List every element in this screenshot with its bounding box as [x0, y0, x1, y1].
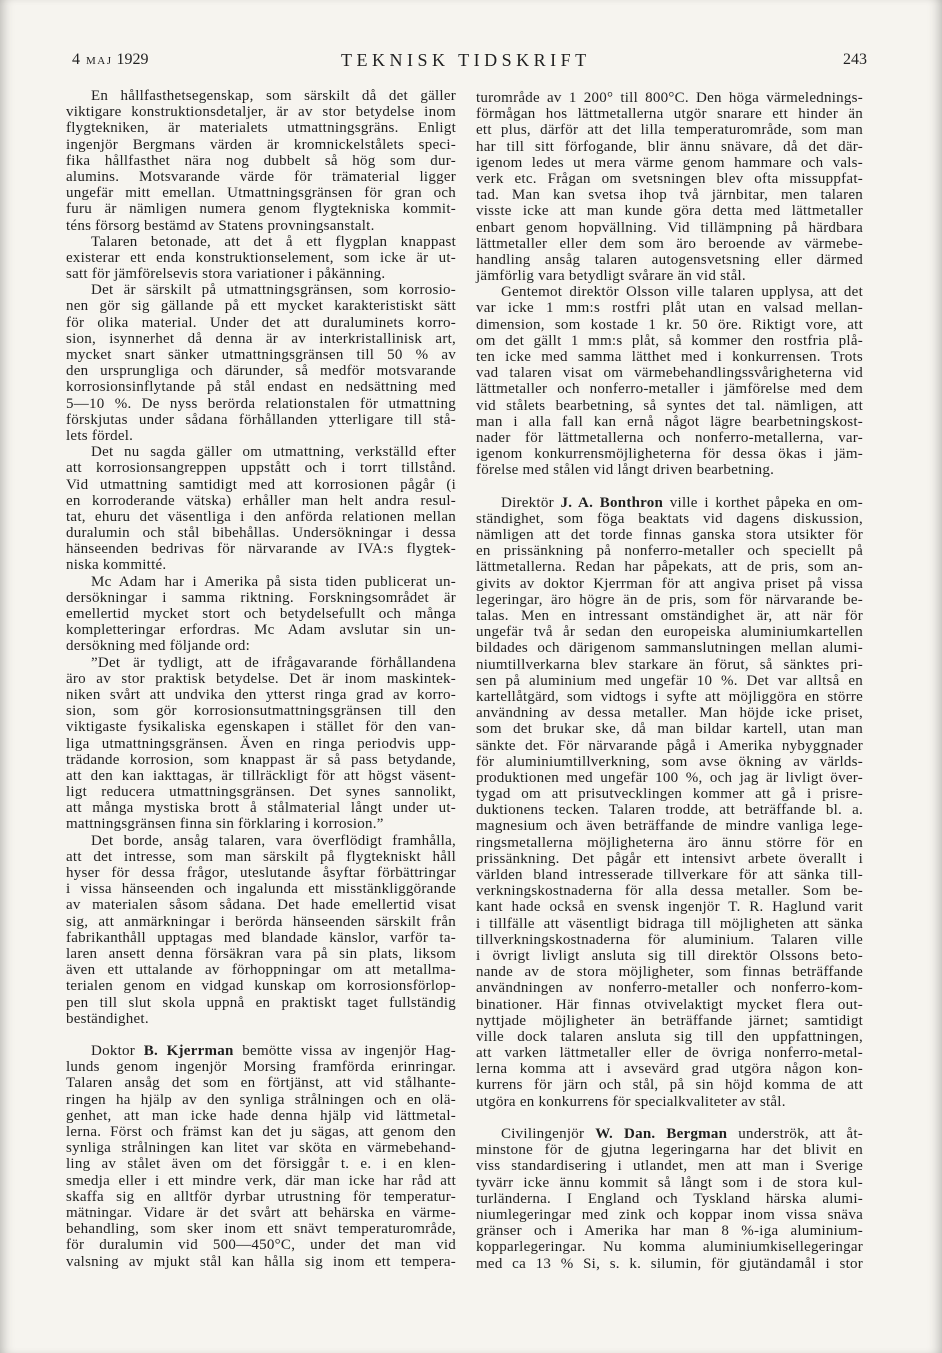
text-line: ligt reducera utmattningsgränsen. Det synes sannolikt,: [66, 784, 456, 801]
text-line: att det intresse, som man särskilt på flygtekniskt håll: [66, 848, 456, 865]
text-line: skaffa sig en alltför dyrbar utrustning för temperatur-: [66, 1188, 456, 1205]
text-line: niumtillverkarna blev starkare än förut, så sänktes pri-: [476, 656, 863, 673]
text-line: visste icke att man kunde göra detta med lättmetaller: [476, 203, 863, 220]
text-line: den ursprungliga och därunder, så medför motsvarande: [66, 363, 456, 380]
text-line: Det nu sagda gäller om utmattning, verkställd efter: [91, 444, 456, 461]
text-line: sig, att anmärkningar i berörda hänseenden särskilt från: [66, 913, 456, 930]
speaker-paragraph: [476, 495, 863, 1110]
text-line: satt för jämförelsevis stora variationer i påkänning.: [66, 266, 386, 283]
text-line: fabrikanthåll upptagas med blandade känslor, varför ta-: [66, 929, 456, 946]
text-line: om det gällt 1 mm:s plåt, så kommer den rostfria plå-: [476, 332, 863, 349]
text-line: [66, 1043, 456, 1059]
text-line: viss standardisering i utlandet, men att man i Sverige: [476, 1158, 863, 1175]
text-line: synliga strålningen kan litet var sköta en värmebehand-: [66, 1140, 456, 1157]
line-text: underströk, att åt-: [738, 1126, 864, 1142]
text-line: terialen genom en vidgad kunskap om korrosionsförlop-: [66, 978, 456, 995]
speaker-name: W. Dan. Bergman: [595, 1126, 728, 1142]
text-line: alumins. Motsvarande värde för trämaterial ligger: [66, 168, 456, 185]
text-line: niska kommitté.: [66, 557, 167, 574]
text-line: nämligen att det torde finnas ganska stora utsikter för: [476, 527, 863, 544]
text-line: i övrigt livligt ansluta sig till direktör Olssons beto-: [476, 947, 863, 964]
text-line: handling ansåg talaren autogensvetsning eller därmed: [476, 251, 863, 268]
text-line: gränser och i Amerika har man 8 %-iga aluminium-: [476, 1223, 863, 1240]
text-line: genhet, att man icke hade denna hjälp vid lättmetal-: [66, 1107, 456, 1124]
article-section: [66, 1043, 456, 1270]
text-line: prissänkning. Det pågår ett intensivt arbete överallt i: [476, 850, 863, 867]
line-text: ville i korthet påpeka en om-: [669, 494, 864, 511]
text-line: som det brukar ske, då man bildar kartell, utan man: [476, 721, 863, 738]
text-line: enbart genom hopvällning. Vid tillämpning på härdbara: [476, 219, 863, 236]
text-line: viktigare konstruktionsdetaljer, är av stor betydelse inom: [66, 104, 456, 121]
text-line: med ca 13 % Si, s. k. silumin, för gjutändamål i stor: [476, 1255, 863, 1272]
text-line: tygad om att prisutvecklingen kommer att gå i prisre-: [476, 786, 863, 803]
text-line: dimension, som kostade 1 kr. 50 öre. Riktigt vore, att: [476, 316, 863, 333]
text-line: fika hållfasthet nära nog dubbelt så hög som dur-: [66, 152, 456, 169]
text-line: lunds genom ingenjör Morsing framförda erinringar.: [66, 1059, 456, 1076]
journal-title: TEKNISK TIDSKRIFT: [341, 50, 591, 70]
text-line: lerna. Först och främst kan det ju sägas, att genom den: [66, 1124, 456, 1140]
text-line: tillverkningskostnaderna för aluminium. Talaren ville: [476, 931, 863, 948]
text-line: jämförlig vara betydligt svårare än vid stål.: [476, 268, 746, 285]
text-line: att många mystiska brott å stålmaterial långt under ut-: [66, 800, 456, 817]
text-line: liga utmattningsgränsen. Även en ringa periodvis upp-: [66, 735, 456, 752]
text-line: att varken lättmetaller eller de övriga nonferro-metal-: [476, 1045, 863, 1062]
text-line: hänseenden bedrivas för närvarande av IVA:s flygtek-: [66, 541, 456, 558]
text-line: verkningskostnaderna för alla dessa metaller. Som be-: [476, 883, 863, 900]
text-line: magnesium och även beträffande de mindre vanliga lege-: [476, 818, 863, 835]
text-line: pen till slut skola uppnå en praktiskt taget fullständig: [66, 994, 456, 1011]
text-line: lättmetallerna. Redan har påpekats, att de pris, som an-: [476, 559, 863, 576]
text-line: Det borde, ansåg talaren, vara överflödigt framhålla,: [91, 832, 456, 849]
paragraph: [66, 574, 456, 655]
text-line: duralumin och stål bibehållas. Undersökningar i dessa: [66, 525, 456, 542]
paragraph: [66, 833, 456, 1027]
text-line: världen bland intresserade tillverkare för att sänka till-: [476, 867, 863, 883]
text-line: turländerna. I England och Tyskland härska alumi-: [476, 1190, 863, 1207]
text-line: legeringar, äro högre än de pris, som för närvarande be-: [476, 591, 863, 608]
text-line: sänkte det. För närvarande pågå i Amerika nybyggnader: [476, 737, 863, 754]
paragraph: [476, 90, 863, 284]
article-section: [476, 495, 863, 1110]
text-line: emellertid mycket stort och betydelsefullt och många: [66, 606, 456, 622]
text-line: En hållfasthetsegenskap, som särskilt då det gäller: [91, 88, 456, 104]
text-line: en korroderande vätska) erhåller man helt andra resul-: [66, 492, 456, 509]
text-line: dersökningar i samma riktning. Forskningsområdet är: [66, 589, 456, 606]
text-line: Gentemot direktör Olsson ville talaren upplysa, att det: [501, 284, 863, 301]
text-line: kurrens för järn och stål, på sin höjd komma de att: [476, 1077, 863, 1094]
text-line: [476, 1126, 863, 1142]
text-line: Det är särskilt på utmattningsgränsen, som korrosio-: [91, 282, 456, 299]
text-line: man i alla fall kan ernå något lägre bearbetningskost-: [476, 413, 863, 430]
text-line: kartellåtgärd, som vidtogs i syfte att möjliggöra en större: [476, 688, 863, 705]
text-line: i tillfälle att väsentligt bidraga till möjligheten att sänka: [476, 915, 863, 932]
page-number: 243: [843, 51, 867, 68]
paragraph: [476, 284, 863, 478]
text-line: nande av de stora möjligheter, som finnas beträffande: [476, 964, 863, 981]
article-section: [66, 88, 456, 1027]
text-line: hyser för dessa frågor, uteslutande åsyftar förbättringar: [66, 865, 456, 881]
text-line: för duralumin vid 500—450°C, under det man vid: [66, 1237, 456, 1254]
text-line: trädande korrosion, som knappast är så pass betydande,: [66, 751, 456, 768]
text-line: kompletteringar erfordras. Mc Adam avslutar sin un-: [66, 622, 456, 639]
text-line: ringsmetallerna möjligheterna äro ännu större för en: [476, 834, 863, 851]
text-line: igenom konkurrensmöjligheterna för dessa ökas i jäm-: [476, 446, 863, 463]
text-line: har till sitt förfogande, blir ännu snävare, då det där-: [476, 138, 863, 155]
issue-month: MAJ: [86, 55, 113, 67]
speaker-name: J. A. Bonthron: [560, 494, 664, 511]
line-text: bemötte vissa av ingenjör Hag-: [242, 1043, 456, 1060]
text-line: kopparlegeringar. Nu komma aluminiumkisellegeringar: [476, 1239, 863, 1256]
text-line: ungefär två år sedan den europeiska aluminiumkartellen: [476, 624, 863, 641]
text-line: verk etc. Frågan om svetsningen blev ofta missuppfat-: [476, 170, 863, 187]
text-line: Talaren betonade, att det å ett flygplan knappast: [91, 233, 456, 250]
text-line: Vid utmattning samtidigt med att korrosionen pågår (i: [66, 476, 456, 493]
speaker-title: Civilingenjör: [501, 1126, 585, 1142]
paragraph: [66, 88, 456, 234]
speaker-paragraph: [476, 1126, 863, 1272]
paragraph: [66, 444, 456, 574]
text-line: laren ansett denna försäkran vara på sin plats, liksom: [66, 945, 456, 962]
article-section: [476, 90, 863, 479]
paragraph: [66, 282, 456, 444]
text-line: valsning av mjukt stål kan hålla sig inom ett tempera-: [66, 1253, 456, 1270]
text-line: 5—10 %. De nyss berörda relationstalen för utmattning: [66, 395, 456, 412]
text-line: furu är nämligen numera genom flygtekniska kommit-: [66, 201, 456, 218]
text-line: lets fördel.: [66, 427, 134, 444]
text-line: vad talaren visat om värmebehandlingssvårigheterna vid: [476, 365, 863, 382]
text-line: duktionens tecken. Talaren trodde, att beträffande bl. a.: [476, 802, 863, 819]
text-line: talas. Men en intressant omständighet är, att när för: [476, 608, 863, 624]
text-line: [476, 495, 863, 511]
text-line: förelse med stålen vid långt driven bearbetning.: [476, 462, 775, 479]
text-line: ”Det är tydligt, att de ifrågavarande förhållandena: [91, 654, 456, 671]
column-right: [476, 90, 863, 1272]
article-section: [476, 1126, 863, 1272]
paragraph: [66, 655, 456, 833]
column-left: [66, 88, 456, 1270]
text-line: utgöra en konkurrens för specialkvaliteter av stål.: [476, 1093, 786, 1110]
text-line: beständighet.: [66, 1010, 149, 1027]
text-line: lättmetaller eller dem som äro beroende av värmebe-: [476, 235, 863, 252]
text-line: lerna komma att i avsevärd grad utgöra någon kon-: [476, 1061, 863, 1078]
text-line: turområde av 1 200° till 800°C. Den höga värmelednings-: [476, 90, 863, 106]
text-line: användning av dessa metaller. Man höjde icke priset,: [476, 705, 863, 722]
issue-date: [72, 50, 149, 71]
text-line: vid stålets bearbetning, så syntes det tal. nämligen, att: [476, 397, 863, 414]
text-line: niumlegeringar med zink och koppar inom vissa snäva: [476, 1206, 863, 1223]
issue-day: 4: [72, 51, 80, 68]
text-line: produktionen med ungefär 100 %, och jag är livligt över-: [476, 769, 863, 786]
text-line: nyttjade möjligheter än beträffande järnet; samtidigt: [476, 1012, 863, 1029]
text-line: mätningar. Vidare är det svårt att behärska en värme-: [66, 1204, 456, 1221]
text-line: tyvärr icke ännu kommit så långt som i de stora kul-: [476, 1174, 863, 1191]
text-line: viktigaste fysikaliska egenskapen i stället för den van-: [66, 719, 456, 736]
text-line: ville dock talaren ansluta sig till den uppfattningen,: [476, 1028, 863, 1045]
text-line: bildades och därigenom sammanslutningen mellan alumi-: [476, 640, 863, 657]
text-line: äro av stor praktisk betydelse. Det är inom maskintek-: [66, 670, 456, 687]
text-line: ungefär mitt emellan. Utmattningsgränsen för gran och: [66, 185, 456, 202]
text-line: att den kan iakttagas, är tillräckligt för att högst väsent-: [66, 767, 456, 784]
text-line: ständighet, som föga beaktats vid dagens diskussion,: [476, 510, 863, 527]
text-line: mycket snart sänker utmattningsgränsen till 50 % av: [66, 347, 456, 363]
text-line: nen gör sig gällande på ett mycket karakteristiskt sätt: [66, 298, 456, 315]
text-line: förskjutas under sådana förhållanden ytterligare till stå-: [66, 411, 456, 428]
paragraph: [66, 234, 456, 283]
text-line: dersökning med följande ord:: [66, 638, 251, 655]
text-line: mattningsgränsen finna sin förklaring i korrosion.”: [66, 816, 384, 833]
speaker-paragraph: [66, 1043, 456, 1270]
text-line: givits av doktor Kjerrman för att angiva priset på vissa: [476, 575, 863, 592]
speaker-title: Doktor: [91, 1043, 135, 1060]
issue-year: 1929: [116, 51, 149, 68]
text-line: en prissänkning på nonferro-metaller och speciellt på: [476, 543, 863, 560]
text-line: niken svårt att undvika den ytterst ringa grad av korro-: [66, 686, 456, 703]
text-line: sen på aluminium med ungefär 10 %. Det var alltså en: [476, 672, 863, 689]
text-line: även ett uttalande av förhoppningar om att metallma-: [66, 962, 456, 979]
text-line: ett plus, därför att det lilla temperaturområde, som man: [476, 122, 863, 139]
text-line: förmågan hos lättmetallerna utgör snarare ett hinder än: [476, 106, 863, 123]
text-line: igenom ledes ut mera värme genom hammare och vals-: [476, 154, 863, 171]
text-line: för aluminiumtillverkning, som avse ökning av världs-: [476, 753, 863, 770]
text-line: sion, isynnerhet då denna är av interkristallinisk art,: [66, 330, 456, 347]
text-line: var icke 1 mm:s rostfri plåt utan en valsad mellan-: [476, 300, 863, 317]
text-line: tad. Man kan svetsa ihop två järnbitar, men talaren: [476, 187, 863, 204]
text-line: flygtekniken, är materialets utmattningsgräns. Enligt: [66, 120, 456, 137]
text-line: Mc Adam har i Amerika på sista tiden publicerat un-: [91, 573, 456, 590]
text-line: existerar ett enda konstruktionselement, som icke är ut-: [66, 249, 456, 266]
text-line: minstone för de gjutna legeringarna har det blivit en: [476, 1142, 863, 1159]
text-line: för olika material. Under det att duraluminets korro-: [66, 314, 456, 331]
text-line: Talaren ansåg det som en förtjänst, att vid stålhante-: [66, 1075, 456, 1092]
text-line: lättmetaller och nonferro-metaller i jämförelse med dem: [476, 381, 863, 398]
text-line: att korrosionsangreppen uppstått och i torrt tillstånd.: [66, 460, 456, 477]
text-line: ten icke med samma lätthet med i konkurrensen. Trots: [476, 349, 863, 365]
text-line: kant hade också en svensk ingenjör T. R. Haglund varit: [476, 899, 863, 916]
text-line: binationer. Här finnas otvivelaktigt mycket flera out-: [476, 996, 863, 1013]
text-line: smedja eller i ett mindre verk, där man icke har råd att: [66, 1172, 456, 1189]
text-line: av materialen såsom sådana. Det hade emellertid visat: [66, 897, 456, 914]
text-line: behandling, som sker inom ett snävt temperaturområde,: [66, 1221, 456, 1238]
text-line: ringen ha hjälp av den synliga strålningen och en olä-: [66, 1091, 456, 1108]
text-line: téns försorg bestämd av Statens provningsanstalt.: [66, 217, 375, 234]
text-line: användningen av nonferro-metaller och nonferro-kom-: [476, 980, 863, 997]
text-line: nader för lättmetallerna och nonferro-metallerna, var-: [476, 429, 863, 446]
speaker-name: B. Kjerrman: [143, 1043, 234, 1060]
text-line: i vissa hänseenden och ingalunda ett misstänkliggörande: [66, 881, 456, 898]
speaker-title: Direktör: [501, 494, 554, 511]
text-line: ingenjör Bergmans värden är kromnickelstålets speci-: [66, 136, 456, 153]
text-line: korrosionsinflytande på stål endast en nedsättning med: [66, 379, 456, 396]
text-line: tat, ehuru det väsentliga i den anförda relationen mellan: [66, 508, 456, 525]
text-line: sion, som gör korrosionsutmattningsgränsen till den: [66, 703, 456, 720]
text-line: ling av stålet även om det försiggår t. e. i en klen-: [66, 1156, 456, 1173]
